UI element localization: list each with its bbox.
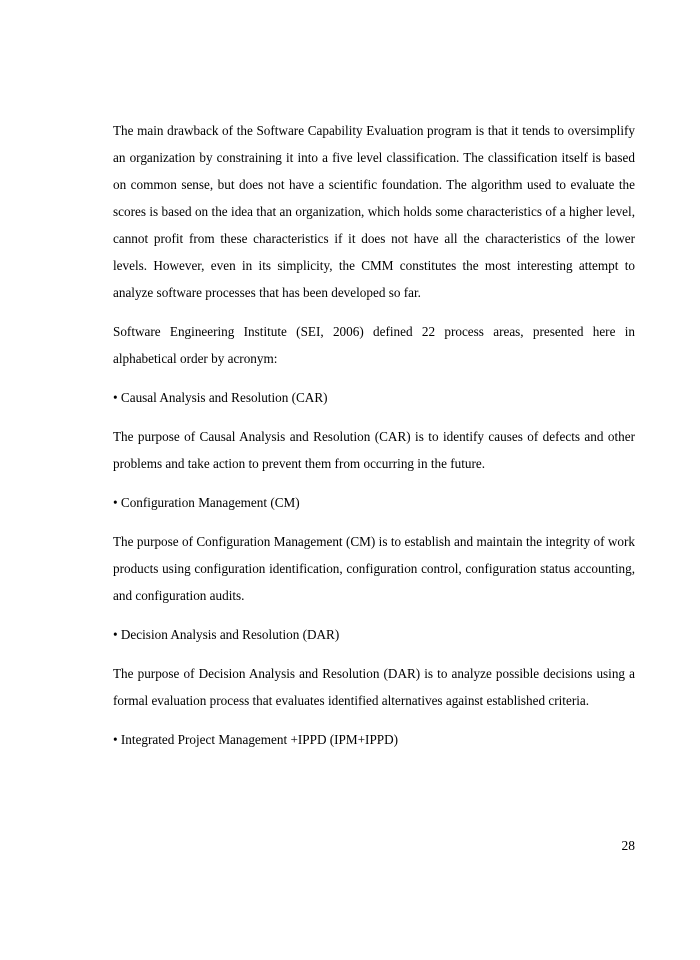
paragraph-cm-purpose: The purpose of Configuration Management (CM) is to establish and maintain the integrity of work products using configuration identification, configuration control, configuration status accounting, and configuration audits.	[113, 534, 635, 603]
paragraph-sei-process-areas: Software Engineering Institute (SEI, 2006) defined 22 process areas, presented here in alphabetical order by acronym:	[113, 324, 635, 366]
paragraph-cmm-drawback: The main drawback of the Software Capability Evaluation program is that it tends to oversimplify an organization by constraining it into a five level classification. The classification itself is based on common sense, but does not have a scientific foundation. The algorithm used to evaluate the scores is based on the idea that an organization, which holds some characteristics of a higher level, cannot profit from these characteristics if it does not have all the characteristics of the lower levels. However, even in its simplicity, the CMM constitutes the most interesting attempt to analyze software processes that has been developed so far.	[113, 123, 635, 300]
bullet-car: • Causal Analysis and Resolution (CAR)	[113, 390, 328, 405]
bullet-dar: • Decision Analysis and Resolution (DAR)	[113, 627, 340, 642]
bullet-cm: • Configuration Management (CM)	[113, 495, 300, 510]
paragraph-car-purpose: The purpose of Causal Analysis and Resolution (CAR) is to identify causes of defects and other problems and take action to prevent them from occurring in the future.	[113, 429, 635, 471]
page-number: 28	[621, 838, 635, 853]
document-body	[113, 117, 635, 765]
paragraph-dar-purpose: The purpose of Decision Analysis and Resolution (DAR) is to analyze possible decisions using a formal evaluation process that evaluates identified alternatives against established criteria.	[113, 666, 635, 708]
bullet-ipm-ippd: • Integrated Project Management +IPPD (IPM+IPPD)	[113, 732, 399, 747]
